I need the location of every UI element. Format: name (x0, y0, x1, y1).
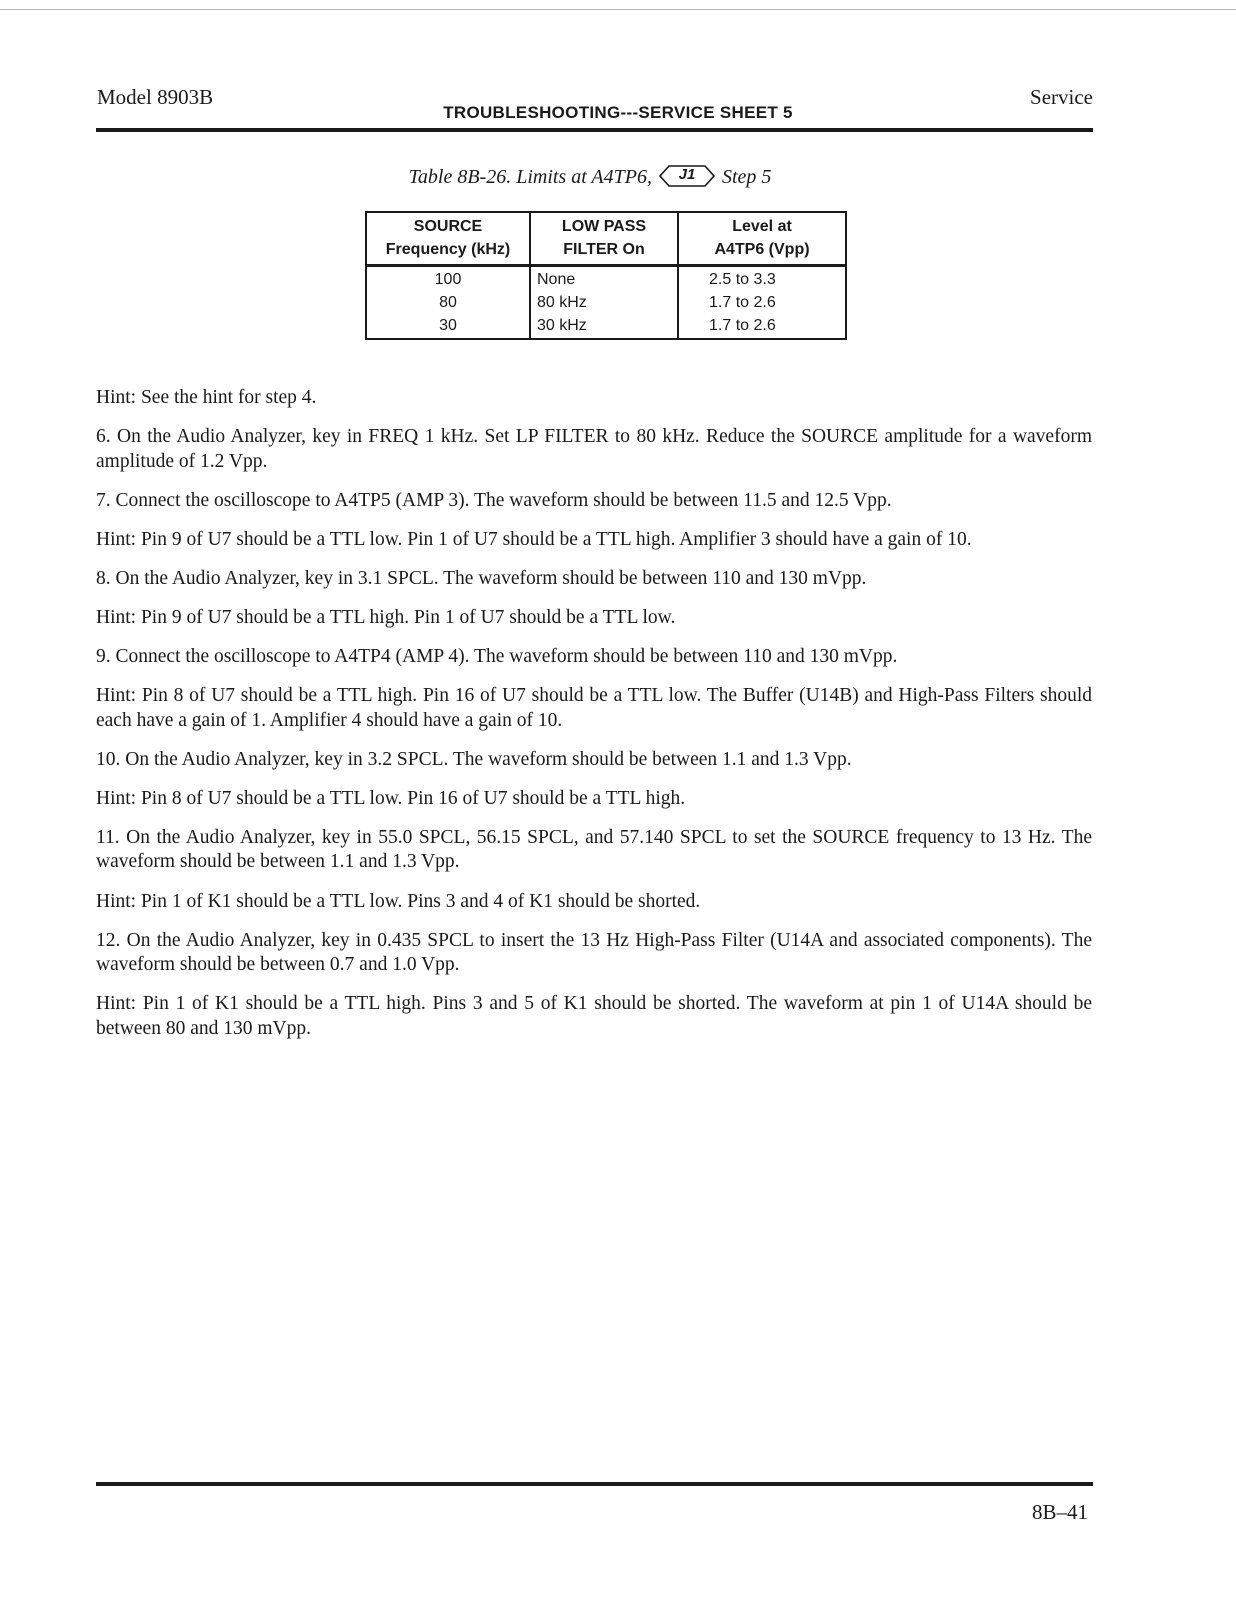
page-number: 8B–41 (1031, 1500, 1088, 1524)
hint-paragraph: Hint: Pin 1 of K1 should be a TTL low. Pins 3 and 4 of K1 should be shorted. (96, 890, 701, 912)
table-cell: None (530, 266, 678, 292)
table-caption (0, 165, 1180, 189)
table-caption-prefix: Table 8B-26. Limits at A4TP6, (408, 166, 652, 188)
step-paragraph: 9. Connect the oscilloscope to A4TP4 (AMP 4). The waveform should be between 110 and 130 mVpp. (96, 646, 898, 668)
step-paragraph: 12. On the Audio Analyzer, key in 0.435 SPCL to insert the 13 Hz High-Pass Filter (U14A and associated components). The waveform should be between 0.7 and 1.0 Vpp. (96, 929, 1092, 976)
column-header-line: A4TP6 (Vpp) (714, 241, 810, 258)
body-text (96, 386, 1092, 1056)
step-paragraph: 11. On the Audio Analyzer, key in 55.0 SPCL, 56.15 SPCL, and 57.140 SPCL to set the SOURCE frequency to 13 Hz. The waveform should be between 1.1 and 1.3 Vpp. (96, 826, 1092, 873)
hint-paragraph: Hint: Pin 1 of K1 should be a TTL high. Pins 3 and 5 of K1 should be shorted. The waveform at pin 1 of U14A should be between 80 and 130 mVpp. (96, 993, 1092, 1039)
table-cell: 1.7 to 2.6 (678, 291, 846, 314)
hint-paragraph: Hint: Pin 8 of U7 should be a TTL low. Pin 16 of U7 should be a TTL high. (96, 787, 686, 809)
step-key-icon (659, 165, 715, 187)
column-header-level (678, 212, 846, 266)
column-header-line: SOURCE (413, 218, 483, 235)
step-paragraph: 7. Connect the oscilloscope to A4TP5 (AMP 3). The waveform should be between 11.5 and 12.5 Vpp. (96, 489, 892, 511)
column-header-line: Level at (732, 218, 792, 235)
hint-paragraph: Hint: See the hint for step 4. (96, 387, 317, 408)
hint-paragraph: Hint: Pin 9 of U7 should be a TTL low. Pin 1 of U7 should be a TTL high. Amplifier 3 should have a gain of 10. (96, 528, 972, 550)
header-rule (96, 128, 1093, 132)
step-paragraph: 6. On the Audio Analyzer, key in FREQ 1 kHz. Set LP FILTER to 80 kHz. Reduce the SOURCE amplitude for a waveform amplitude of 1.2 Vpp. (96, 426, 1092, 472)
column-header-source (366, 212, 530, 266)
table-cell: 80 kHz (530, 291, 678, 314)
column-header-line: FILTER On (563, 241, 645, 258)
footer-rule (96, 1482, 1093, 1486)
section-label: Service (1030, 85, 1093, 109)
table-cell: 30 (366, 314, 530, 339)
table-cell: 100 (366, 266, 530, 292)
hint-paragraph: Hint: Pin 9 of U7 should be a TTL high. Pin 1 of U7 should be a TTL low. (96, 606, 676, 628)
limits-table (365, 211, 847, 340)
model-label: Model 8903B (97, 85, 214, 109)
table-cell: 80 (366, 291, 530, 314)
table-row (366, 314, 846, 339)
page-title: TROUBLESHOOTING---SERVICE SHEET 5 (443, 103, 793, 122)
column-header-filter (530, 212, 678, 266)
table-cell: 30 kHz (530, 314, 678, 339)
step-key-label: J1 (678, 166, 696, 183)
column-header-line: LOW PASS (561, 218, 647, 235)
table-row (366, 291, 846, 314)
table-cell: 2.5 to 3.3 (678, 266, 846, 292)
column-header-line: Frequency (kHz) (385, 241, 511, 258)
hint-paragraph: Hint: Pin 8 of U7 should be a TTL high. Pin 16 of U7 should be a TTL low. The Buffer (U14B) and High-Pass Filters should each have a gain of 1. Amplifier 4 should have a gain of 10. (96, 685, 1092, 731)
scan-edge-line (0, 9, 1236, 10)
table-row (366, 266, 846, 292)
table-caption-suffix: Step 5 (721, 166, 772, 188)
table-header-row (366, 212, 846, 266)
step-paragraph: 8. On the Audio Analyzer, key in 3.1 SPCL. The waveform should be between 110 and 130 mVpp. (96, 567, 867, 589)
table-cell: 1.7 to 2.6 (678, 314, 846, 339)
step-paragraph: 10. On the Audio Analyzer, key in 3.2 SPCL. The waveform should be between 1.1 and 1.3 Vpp. (96, 748, 852, 770)
